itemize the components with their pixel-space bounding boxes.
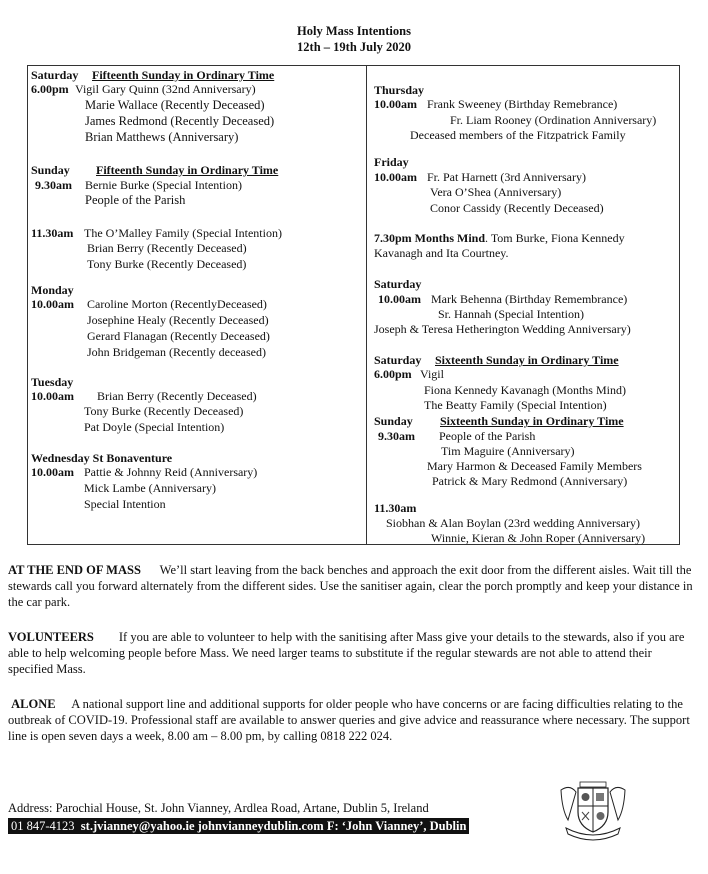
page-title: Holy Mass Intentions <box>297 24 411 38</box>
footer-phone: 01 847-4123 <box>11 819 75 833</box>
left-saturday-line-1: Vigil Gary Quinn (32nd Anniversary) <box>75 82 256 96</box>
left-sunday2-line-3: Tony Burke (Recently Deceased) <box>87 257 247 271</box>
notice-alone-heading: ALONE <box>11 697 56 711</box>
right-saturday2-time: 6.00pm <box>374 367 412 381</box>
right-thursday-time: 10.00am <box>374 97 417 111</box>
left-sunday-line-1: Bernie Burke (Special Intention) <box>85 178 242 192</box>
left-wednesday-line-3: Special Intention <box>84 497 166 511</box>
right-sunday2-time: 11.30am <box>374 501 417 515</box>
right-friday-label: Friday <box>374 155 409 169</box>
left-sunday2-time: 11.30am <box>31 226 74 240</box>
left-tuesday-line-2: Tony Burke (Recently Deceased) <box>84 404 244 418</box>
left-tuesday-line-3: Pat Doyle (Special Intention) <box>84 420 225 434</box>
right-thursday-line-2: Fr. Liam Rooney (Ordination Anniversary) <box>450 113 657 127</box>
right-saturday2-vigil: Vigil <box>420 367 444 381</box>
right-saturday-time: 10.00am <box>378 292 421 306</box>
right-sunday-line-1: People of the Parish <box>439 429 536 443</box>
left-sunday-title: Fifteenth Sunday in Ordinary Time <box>96 163 279 177</box>
right-saturday-line-3: Joseph & Teresa Hetherington Wedding Anniversary) <box>374 322 631 336</box>
left-saturday-time: 6.00pm <box>31 82 69 96</box>
left-tuesday-time: 10.00am <box>31 389 74 403</box>
parish-crest-icon <box>558 780 628 842</box>
left-sunday-label: Sunday <box>31 163 70 177</box>
right-sunday-label: Sunday <box>374 414 413 428</box>
footer-contact-bar <box>8 818 469 834</box>
footer-contacts: st.jvianney@yahoo.ie johnvianneydublin.com F: ‘John Vianney’, Dublin <box>80 819 467 833</box>
left-wednesday-line-2: Mick Lambe (Anniversary) <box>84 481 216 495</box>
notice-alone <box>8 696 698 744</box>
left-wednesday-time: 10.00am <box>31 465 74 479</box>
right-sunday-line-3: Mary Harmon & Deceased Family Members <box>427 459 642 473</box>
right-thursday-label: Thursday <box>374 83 425 97</box>
left-monday-line-1: Caroline Morton (RecentlyDeceased) <box>87 297 267 311</box>
right-months-mind-line-2: Kavanagh and Ita Courtney. <box>374 246 509 260</box>
right-saturday2-title: Sixteenth Sunday in Ordinary Time <box>435 353 619 367</box>
right-friday-line-2: Vera O’Shea (Anniversary) <box>430 185 562 199</box>
right-saturday2-line-1: Fiona Kennedy Kavanagh (Months Mind) <box>424 383 626 397</box>
left-saturday-title: Fifteenth Sunday in Ordinary Time <box>92 68 275 82</box>
right-thursday-line-1: Frank Sweeney (Birthday Remebrance) <box>427 97 618 111</box>
right-sunday2-line-1: Siobhan & Alan Boylan (23rd wedding Anniversary) <box>386 516 640 530</box>
right-saturday-line-1: Mark Behenna (Birthday Remembrance) <box>431 292 628 306</box>
right-thursday-line-3: Deceased members of the Fitzpatrick Family <box>410 128 626 142</box>
right-sunday-time: 9.30am <box>378 429 415 443</box>
left-monday-time: 10.00am <box>31 297 74 311</box>
notice-end-of-mass-text: We’ll start leaving from the back benches and approach the exit door from the different aisles. Wait till the stewards call you forward alternately from the different sides. Use the sanitiser again, clear the porch promptly and keep your distance in the car park. <box>8 563 693 609</box>
left-monday-label: Monday <box>31 283 74 297</box>
left-sunday-time: 9.30am <box>35 178 72 192</box>
notice-volunteers <box>8 629 698 677</box>
right-friday-time: 10.00am <box>374 170 417 184</box>
footer-address: Address: Parochial House, St. John Vianney, Ardlea Road, Artane, Dublin 5, Ireland <box>8 801 429 815</box>
date-range: 12th – 19th July 2020 <box>297 40 411 54</box>
column-divider <box>366 65 367 545</box>
left-monday-line-2: Josephine Healy (Recently Deceased) <box>87 313 269 327</box>
left-saturday-line-3: James Redmond (Recently Deceased) <box>85 114 275 128</box>
left-saturday-label: Saturday <box>31 68 79 82</box>
notice-volunteers-text: If you are able to volunteer to help with the sanitising after Mass give your details to the stewards, also if you are able to help welcoming people before Mass. We need larger teams to substitute if the regular stewards are not able to attend their specified Mass. <box>8 630 685 676</box>
right-sunday-title: Sixteenth Sunday in Ordinary Time <box>440 414 624 428</box>
right-friday-line-3: Conor Cassidy (Recently Deceased) <box>430 201 604 215</box>
right-friday-line-1: Fr. Pat Harnett (3rd Anniversary) <box>427 170 586 184</box>
right-saturday-line-2: Sr. Hannah (Special Intention) <box>438 307 584 321</box>
notice-end-of-mass <box>8 562 698 610</box>
left-tuesday-line-1: Brian Berry (Recently Deceased) <box>97 389 257 403</box>
left-wednesday-label: Wednesday St Bonaventure <box>31 451 173 465</box>
right-sunday-line-4: Patrick & Mary Redmond (Anniversary) <box>432 474 628 488</box>
notice-end-of-mass-heading: AT THE END OF MASS <box>8 563 141 577</box>
right-saturday2-line-2: The Beatty Family (Special Intention) <box>424 398 607 412</box>
notice-alone-text: A national support line and additional supports for older people who have concerns or are facing difficulties relating to the outbreak of COVID-19. Professional staff are available to answer queries and give advice and reassurance where necessary. The support line is open seven days a week, 8.00 am – 8.00 pm, by calling 0818 222 024. <box>8 697 690 743</box>
left-sunday2-line-2: Brian Berry (Recently Deceased) <box>87 241 247 255</box>
left-tuesday-label: Tuesday <box>31 375 74 389</box>
months-mind-text: . Tom Burke, Fiona Kennedy <box>485 231 625 245</box>
left-wednesday-line-1: Pattie & Johnny Reid (Anniversary) <box>84 465 258 479</box>
right-saturday2-label: Saturday <box>374 353 422 367</box>
right-sunday2-line-2: Winnie, Kieran & John Roper (Anniversary) <box>431 531 646 545</box>
months-mind-label: 7.30pm Months Mind <box>374 231 486 245</box>
left-monday-line-4: John Bridgeman (Recently deceased) <box>87 345 266 359</box>
right-saturday-label: Saturday <box>374 277 422 291</box>
left-monday-line-3: Gerard Flanagan (Recently Deceased) <box>87 329 270 343</box>
right-months-mind-line-1 <box>374 231 625 245</box>
right-sunday-line-2: Tim Maguire (Anniversary) <box>441 444 575 458</box>
left-sunday-line-2: People of the Parish <box>85 193 186 207</box>
left-saturday-line-4: Brian Matthews (Anniversary) <box>85 130 239 144</box>
left-saturday-line-2: Marie Wallace (Recently Deceased) <box>85 98 265 112</box>
notice-volunteers-heading: VOLUNTEERS <box>8 630 94 644</box>
left-sunday2-line-1: The O’Malley Family (Special Intention) <box>84 226 282 240</box>
